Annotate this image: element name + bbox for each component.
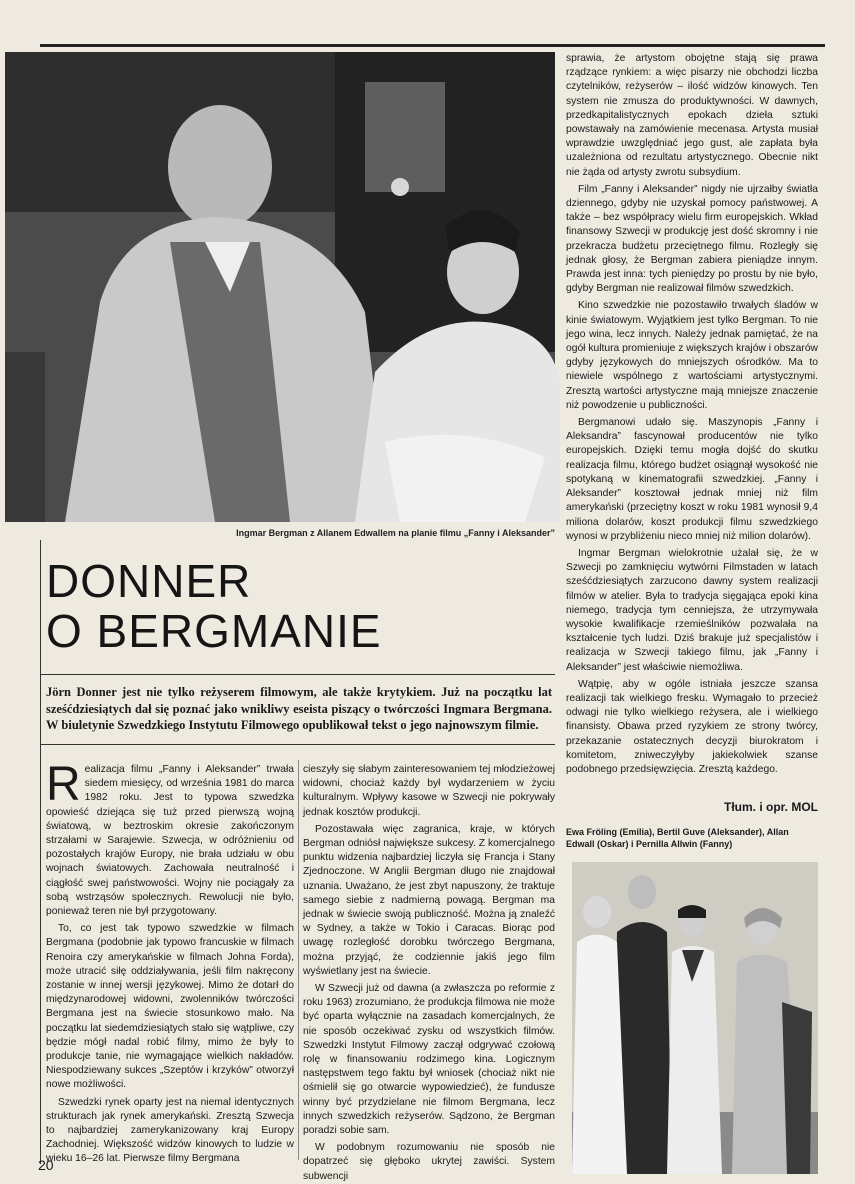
article-lead: Jörn Donner jest nie tylko reżyserem filmowym, ale także krytykiem. Już na początku lat sześćdziesiątych dał się poznać jako wnikliwy eseista piszący o twórczości Ingmara Bergmana. W biuletynie Szwedzkiego Instytutu Filmowego opublikował tekst o jego najnowszym filmie. (46, 685, 552, 732)
paragraph: Film „Fanny i Aleksander” nigdy nie ujrzałby światła dziennego, gdyby nie uzyskał pomocy państwowej. A także – bez współpracy wielu firm europejskich. Wkład finansowy Szwecji w produkcję jest dość skromny i nie przekracza budżetu przeciętnego filmu. Rozległy się jednak głosy, że Bergman zabiera pieniądze innym. Prawda jest inna: tych pieniędzy po prostu by nie było, gdyby Bergman nie realizował filmów szwedzkich. (566, 183, 818, 295)
paragraph: Szwedzki rynek oparty jest na niemal identycznych strukturach jak rynek amerykański. Zresztą Szwecja to najbardziej zamerykanizowany kraj Europy Zachodniej. Większość widzów kinowych to ludzie w wieku 16–26 lat. Pierwsze filmy Bergmana (46, 1096, 294, 1165)
paragraph: Wątpię, aby w ogóle istniała jeszcze szansa realizacji tak wielkiego fresku. Wymagało to przecież odwagi nie tylko wielkiego reżysera, ale i wielkiego finansisty. Obawa przed ryzykiem ze strony twórcy, przekazanie ostatecznych decyzji biurokratom i komitetom, zniweczyłyby jakiekolwiek szanse podobnego przedsięwzięcia. Zresztą każdego. (566, 678, 818, 775)
paragraph: Ingmar Bergman wielokrotnie użalał się, że w Szwecji po zamknięciu wytwórni Filmstaden w latach sześćdziesiątych zarzucono dawny system realizacji filmów w atelier. Była to tradycja sięgająca epoki kina niemego, tradycja tym cenniejsza, że utrzymywała wysokie kwalifikacje rzemieślników pozwalała na kształcenie tych ludzi. Dziś brakuje już specjalistów i realizacja w Szwecji takiego filmu, jak „Fanny i Aleksander” jest właściwie niemożliwa. (566, 547, 818, 673)
paragraph: sprawia, że artystom obojętne stają się prawa rządzące rynkiem: a więc pisarzy nie obchodzi liczba czytelników, reżyserów – ilość widzów kinowych. Ten system nie zmusza do produktywności. W dawnych, przedkapitalistycznych epokach dzieła sztuki powstawały na zamówienie mecenasa. Artysta musiał wprawdzie uwzględniać jego gust, ale zapłata była uzależniona od rezultatu artystycznego. Obecnie nikt nie żąda od artysty zwrotu subsydium. (566, 53, 818, 178)
cast-photo-caption: Ewa Fröling (Emilia), Bertil Guve (Aleksander), Allan Edwall (Oskar) i Pernilla Allwin (Fanny) (566, 827, 789, 849)
title-rule (40, 674, 555, 675)
lead-rule (40, 744, 555, 745)
page-number: 20 (38, 1157, 54, 1173)
left-vertical-rule (40, 540, 41, 1164)
title-line-2: O BERGMANIE (46, 605, 382, 657)
column-divider (298, 760, 299, 1160)
top-rule (40, 44, 825, 47)
body-column-2 (303, 763, 555, 1182)
main-photo-caption: Ingmar Bergman z Allanem Edwallem na planie filmu „Fanny i Aleksander” (236, 528, 555, 538)
translator-signoff: Tłum. i opr. MOL (724, 800, 818, 814)
paragraph: ealizacja filmu „Fanny i Aleksander” trwała siedem miesięcy, od września 1981 do marca 1982 roku. Jest to typowa szwedzka opowieść dziejąca się tuż przed pierwszą wojną światową, w beztroskim okresie zakończonym strzałami w Sarajewie. Szwecja, w odróżnieniu od pozostałych krajów Europy, nie brała udziału w obu wojnach światowych. Zachowała neutralność i ciągłość swej państwowości. Wojny nie pociągały za sobą wstrząsów społecznych. Rewolucji nie było, ponieważ teren nie był przygotowany. (46, 764, 294, 918)
cast-photo (572, 862, 818, 1174)
paragraph: Kino szwedzkie nie pozostawiło trwałych śladów w kinie światowym. Wyjątkiem jest tylko Bergman. To nie jego wina, lecz innych. Należy jednak pamiętać, że na ogół kultura promieniuje z większych krajów i obszarów gdyby językowych do mniejszych ośrodków. Ma to niewiele wspólnego z wartościami artystycznymi. Zresztą wartości artystyczne mają mniejsze znaczenie niż powodzenie u publiczności. (566, 300, 818, 411)
paragraph: To, co jest tak typowo szwedzkie w filmach Bergmana (podobnie jak typowo francuskie w filmach Renoira czy amerykańskie w filmach Johna Forda), może utracić siłę oddziaływania, jeśli film nakręcony zostanie w innej wersji językowej. Mimo że dotarł do międzynarodowej widowni, zwolenników twórczości Bergmana jest na świecie stosunkowo mało. Na początku lat siedemdziesiątych stało się wątpliwe, czy będzie mógł nadal robić filmy, mimo że były to produkcje tanie, nie wymagające wielkich nakładów. Niespodziewany sukces „Szeptów i krzyków” otworzył nowe możliwości. (46, 923, 294, 1091)
paragraph: Bergmanowi udało się. Maszynopis „Fanny i Aleksandra” fascynował producentów nie tylko europejskich. Dzięki temu mogła dojść do skutku realizacja filmu, którego budżet osiągnął wysokość nie spotykaną w kinematografii szwedzkiej. „Fanny i Aleksander” kosztował jednak mniej niż film amerykański (przeciętny koszt w roku 1981 wynosił 9,4 miliona dolarów, koszt produkcji filmu szwedzkiego wynosi w przybliżeniu nieco mniej niż milion dolarów). (566, 417, 818, 542)
body-column-1 (46, 758, 294, 1165)
body-column-3 (566, 52, 818, 792)
drop-cap: R (46, 758, 81, 811)
paragraph: cieszyły się słabym zainteresowaniem tej młodzieżowej widowni, chociaż każdy był wydarzeniem w życiu kulturalnym. Wpływy kasowe w Szwecji nie pokrywały jednak kosztów produkcji. (303, 764, 555, 818)
bergman-edwall-photo (5, 52, 555, 522)
main-photo (5, 52, 555, 522)
fanny-aleksander-cast-photo (572, 862, 818, 1174)
paragraph: W Szwecji już od dawna (a zwłaszcza po reformie z roku 1963) zrozumiano, że produkcja filmowa nie może być oparta wyłącznie na zasadach komercjalnych, że nie sposób oczekiwać zysku od wszystkich filmów. Szwedzki Instytut Filmowy zaczął odgrywać czołową rolę w finansowaniu rodzimego kina. Logicznym następstwem tego faktu był wniosek (chociaż nikt nie ośmielił się go otwarcie wypowiedzieć), że fundusze winny być przydzielane nie filmom Bergmana, lecz innych szwedzkich reżyserów. Sądzono, że Bergman poradzi sobie sam. (303, 983, 555, 1137)
paragraph: W podobnym rozumowaniu nie sposób nie dopatrzeć się głęboko ukrytej zawiści. System subwencji (303, 1142, 555, 1182)
title-line-1: DONNER (46, 555, 252, 607)
paragraph: Pozostawała więc zagranica, kraje, w których Bergman odniósł największe sukcesy. Z komercjalnego punktu widzenia najbardziej liczyła się Francja i Stany Zjednoczone. W Anglii Bergman długo nie znajdował uznania. Uważano, że jest zbyt napuszony, że traktuje samego siebie z nadmierną powagą. Bergman ma jednak w świecie swoją publiczność. Można ją znaleźć w Sydney, a także w Tokio i Caracas. Biorąc pod uwagę rozległość dorobku twórczego Bergmana, można przyjąć, że codziennie jakiś jego film wyświetlany jest na świecie. (303, 823, 555, 977)
article-title (46, 556, 546, 656)
